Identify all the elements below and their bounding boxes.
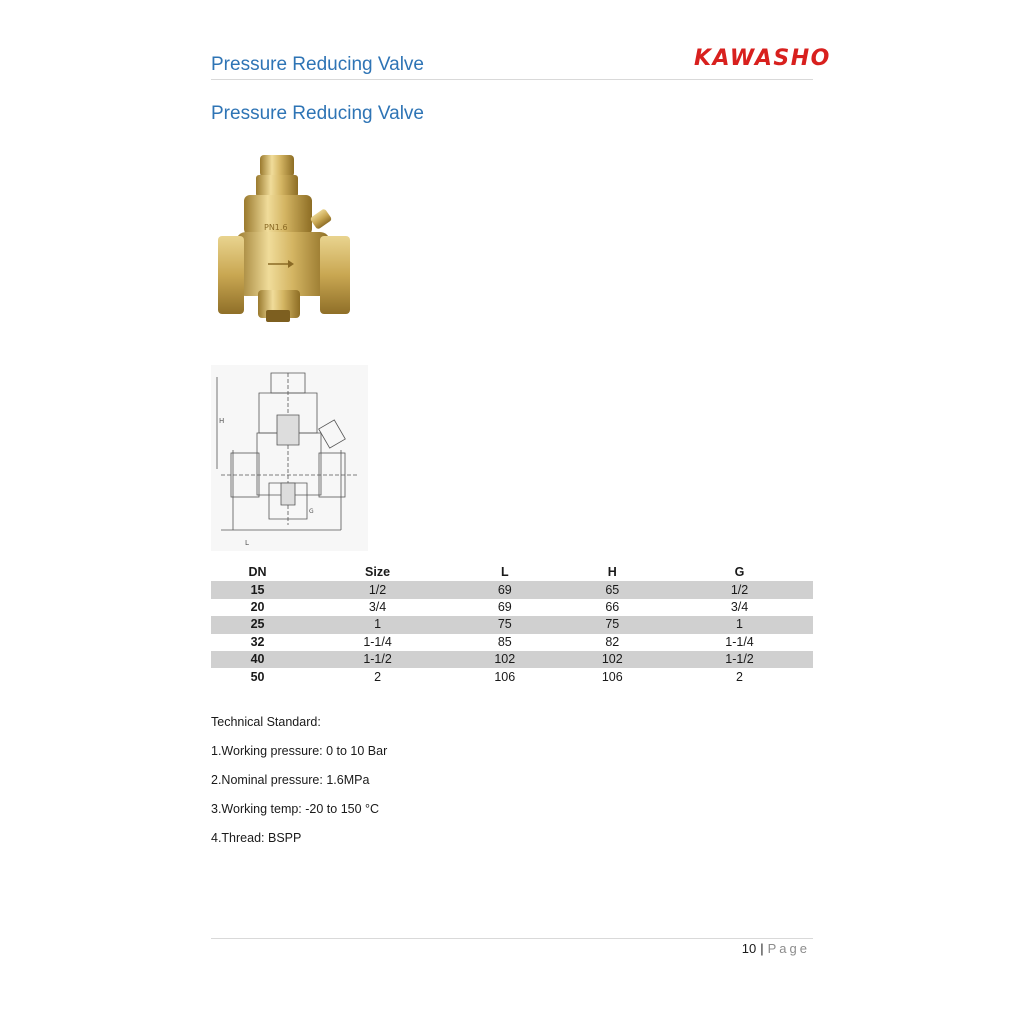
cell-size: 1/2 <box>304 581 451 598</box>
table-row <box>211 616 813 633</box>
cell-h: 102 <box>559 651 667 668</box>
svg-text:L: L <box>245 539 249 547</box>
header-divider <box>211 79 813 80</box>
svg-text:G: G <box>309 508 314 515</box>
cell-g: 1-1/2 <box>666 651 813 668</box>
valve-section-drawing <box>211 365 368 551</box>
cell-l: 102 <box>451 651 559 668</box>
cell-h: 106 <box>601 669 623 684</box>
col-size: Size <box>365 565 391 580</box>
section-title: Pressure Reducing Valve <box>211 103 424 124</box>
cell-h: 75 <box>559 616 667 633</box>
cell-g: 3/4 <box>730 599 749 614</box>
cell-dn: 40 <box>211 651 304 668</box>
tech-heading: Technical Standard: <box>211 715 321 729</box>
cell-size: 1 <box>304 616 451 633</box>
cell-dn: 25 <box>211 616 304 633</box>
cell-h: 66 <box>605 599 620 614</box>
cell-l: 75 <box>451 616 559 633</box>
table-row <box>211 581 813 598</box>
cell-g: 1 <box>666 616 813 633</box>
table-row <box>211 651 813 668</box>
cell-g: 1-1/4 <box>725 634 754 649</box>
tech-item: 1.Working pressure: 0 to 10 Bar <box>211 744 388 758</box>
col-h: H <box>607 565 617 580</box>
page-number: 10 <box>741 941 757 956</box>
svg-text:H: H <box>219 417 225 425</box>
cell-g: 2 <box>736 669 743 684</box>
tech-item: 2.Nominal pressure: 1.6MPa <box>211 773 370 787</box>
cell-h: 82 <box>605 634 620 649</box>
col-l: L <box>500 565 509 580</box>
cell-dn: 32 <box>250 634 265 649</box>
cell-g: 1/2 <box>666 581 813 598</box>
footer-separator: | <box>760 941 764 956</box>
cell-dn: 50 <box>250 669 265 684</box>
col-dn: DN <box>248 565 267 580</box>
cell-dn: 20 <box>250 599 265 614</box>
cell-size: 3/4 <box>368 599 387 614</box>
col-g: G <box>734 565 745 580</box>
page-label: Page <box>767 941 810 956</box>
cell-size: 2 <box>374 669 382 684</box>
cell-l: 69 <box>451 581 559 598</box>
table-header-row <box>211 564 813 581</box>
brand-logo: KAWASHO <box>694 46 831 71</box>
footer-divider <box>211 938 813 939</box>
tech-item: 4.Thread: BSPP <box>211 831 302 845</box>
table-row <box>211 668 813 685</box>
cell-size: 1-1/2 <box>304 651 451 668</box>
valve-photo <box>214 150 354 330</box>
cell-l: 106 <box>494 669 516 684</box>
cell-l: 85 <box>497 634 512 649</box>
cell-size: 1-1/4 <box>363 634 392 649</box>
body-marking: PN1.6 <box>264 223 288 232</box>
page-footer <box>742 941 810 956</box>
dimension-table <box>211 564 813 686</box>
tech-item: 3.Working temp: -20 to 150 °C <box>211 802 380 816</box>
cell-dn: 15 <box>211 581 304 598</box>
header-title: Pressure Reducing Valve <box>211 54 424 75</box>
cell-h: 65 <box>559 581 667 598</box>
table-row <box>211 599 813 616</box>
cell-l: 69 <box>497 599 512 614</box>
table-row <box>211 634 813 651</box>
